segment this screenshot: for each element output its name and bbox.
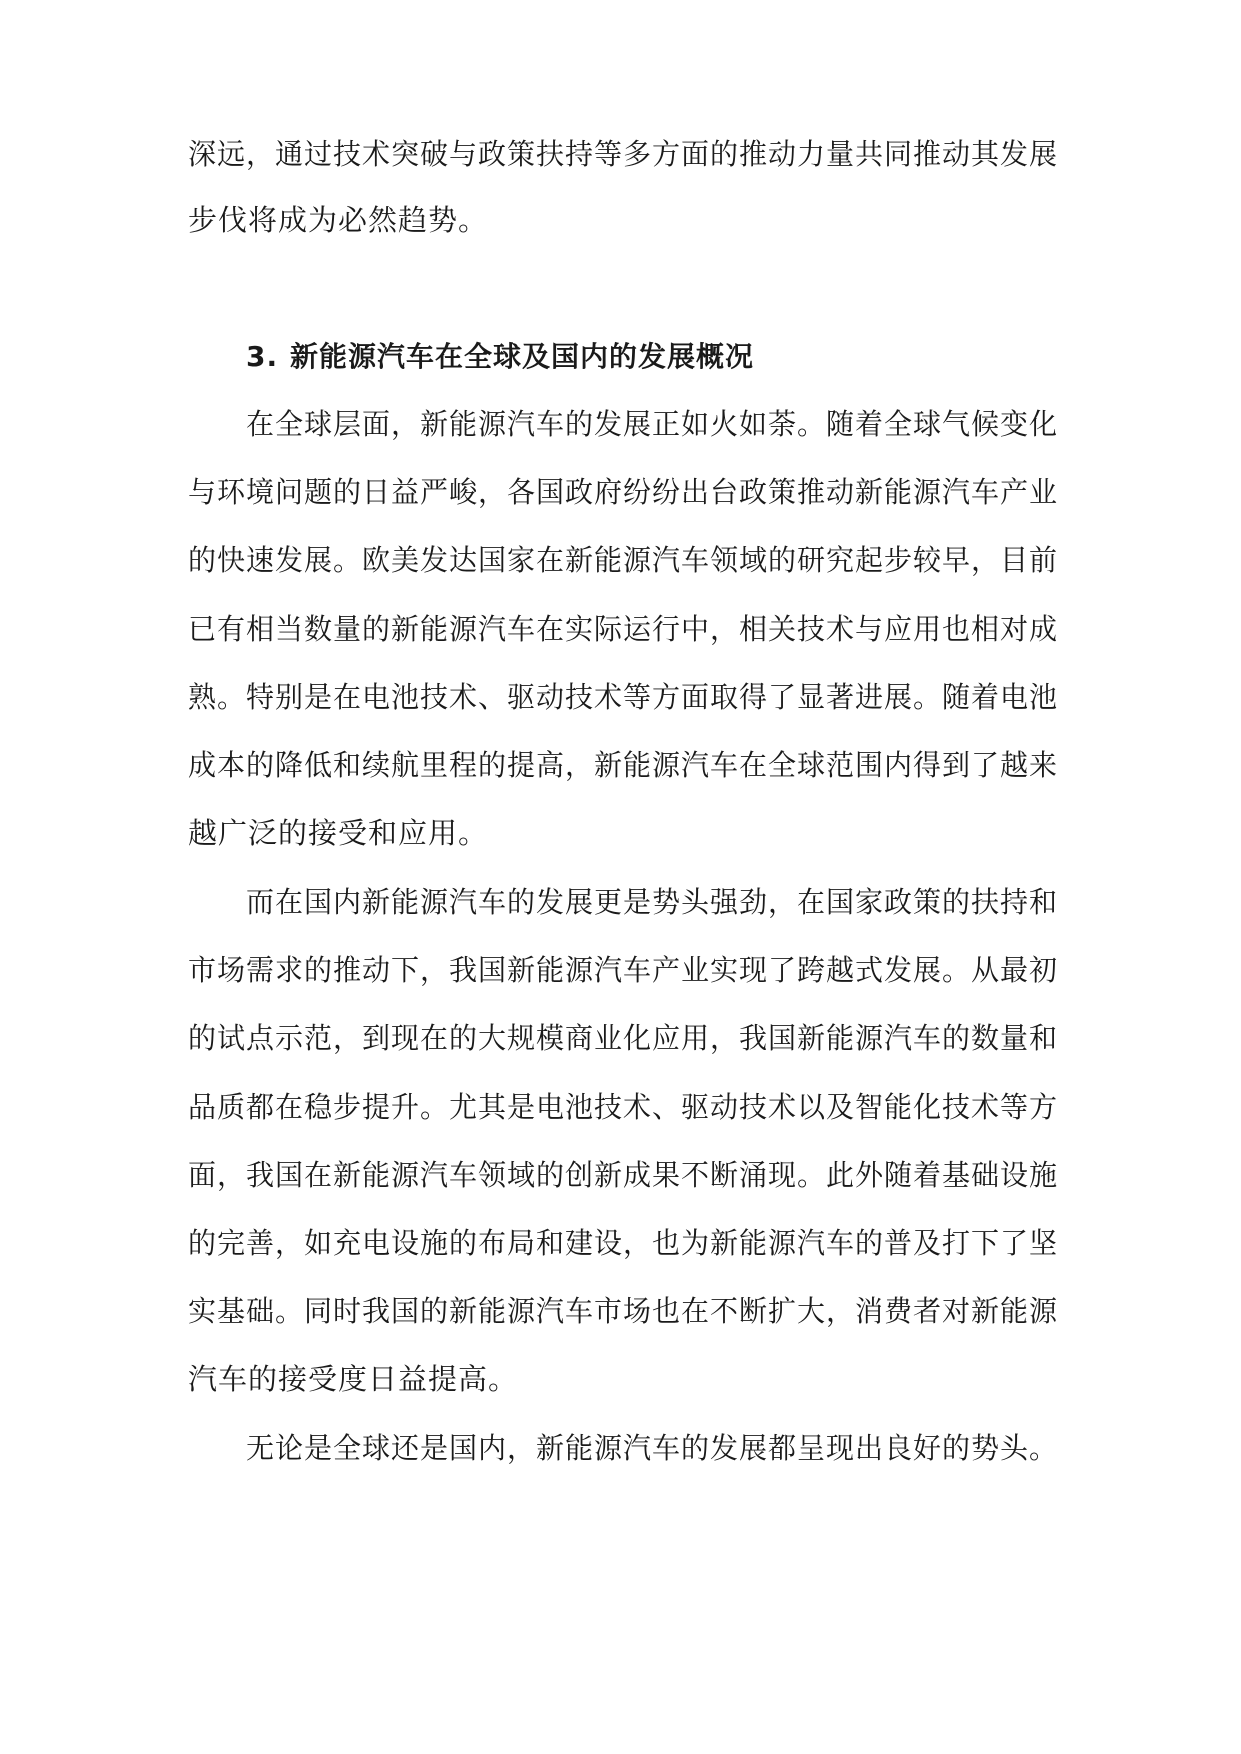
paragraph-line: 深远，通过技术突破与政策扶持等多方面的推动力量共同推动其发展 — [188, 137, 1059, 171]
paragraph-line: 面，我国在新能源汽车领域的创新成果不断涌现。此外随着基础设施 — [188, 1158, 1059, 1192]
paragraph-line: 步伐将成为必然趋势。 — [188, 203, 489, 237]
section-heading — [246, 337, 754, 377]
paragraph-line: 而在国内新能源汽车的发展更是势头强劲，在国家政策的扶持和 — [246, 885, 1059, 919]
paragraph-line: 的快速发展。欧美发达国家在新能源汽车领域的研究起步较早，目前 — [188, 543, 1059, 577]
paragraph-line: 无论是全球还是国内，新能源汽车的发展都呈现出良好的势头。 — [246, 1431, 1059, 1465]
paragraph-line: 与环境问题的日益严峻，各国政府纷纷出台政策推动新能源汽车产业 — [188, 475, 1059, 509]
paragraph-line: 汽车的接受度日益提高。 — [188, 1362, 519, 1396]
paragraph-line: 已有相当数量的新能源汽车在实际运行中，相关技术与应用也相对成 — [188, 612, 1059, 646]
paragraph-line: 的试点示范，到现在的大规模商业化应用，我国新能源汽车的数量和 — [188, 1021, 1059, 1055]
paragraph-line: 成本的降低和续航里程的提高，新能源汽车在全球范围内得到了越来 — [188, 748, 1059, 782]
paragraph-line: 在全球层面，新能源汽车的发展正如火如荼。随着全球气候变化 — [246, 407, 1059, 441]
paragraph-line: 的完善，如充电设施的布局和建设，也为新能源汽车的普及打下了坚 — [188, 1226, 1059, 1260]
paragraph-line: 实基础。同时我国的新能源汽车市场也在不断扩大，消费者对新能源 — [188, 1294, 1059, 1328]
paragraph-line: 熟。特别是在电池技术、驱动技术等方面取得了显著进展。随着电池 — [188, 680, 1059, 714]
paragraph-line: 市场需求的推动下，我国新能源汽车产业实现了跨越式发展。从最初 — [188, 953, 1059, 987]
paragraph-line: 越广泛的接受和应用。 — [188, 816, 489, 850]
paragraph-line: 品质都在稳步提升。尤其是电池技术、驱动技术以及智能化技术等方 — [188, 1090, 1059, 1124]
section-title: 新能源汽车在全球及国内的发展概况 — [290, 340, 755, 373]
section-number: 3. — [246, 340, 279, 373]
